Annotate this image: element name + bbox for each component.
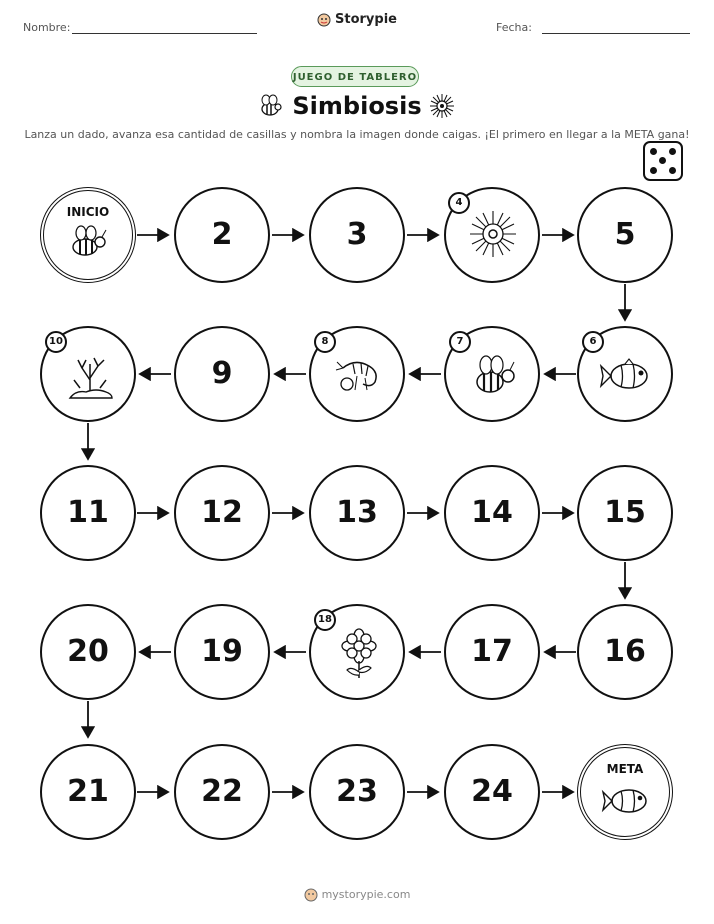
cell-number: 13 <box>336 495 378 530</box>
cell-15[interactable] <box>577 465 673 561</box>
cell-5[interactable] <box>577 187 673 283</box>
cell-number-tag: 18 <box>314 609 336 631</box>
flower-icon <box>339 628 379 680</box>
name-label: Nombre: <box>23 21 71 34</box>
cell-number-tag: 8 <box>314 331 336 353</box>
cell-number: 24 <box>471 774 513 809</box>
cell-number-tag: 10 <box>45 331 67 353</box>
cell-number: 22 <box>201 774 243 809</box>
cell-number: 15 <box>604 495 646 530</box>
cell-13[interactable] <box>309 465 405 561</box>
coral-icon <box>66 354 114 400</box>
cell-number-tag: 4 <box>448 192 470 214</box>
cell-17[interactable] <box>444 604 540 700</box>
cell-21[interactable] <box>40 744 136 840</box>
cell-12[interactable] <box>174 465 270 561</box>
cell-number: 19 <box>201 634 243 669</box>
cell-start[interactable] <box>40 187 136 283</box>
cell-number: 11 <box>67 495 109 530</box>
cell-finish[interactable] <box>577 744 673 840</box>
cell-2[interactable] <box>174 187 270 283</box>
cell-number: 9 <box>211 356 233 391</box>
cell-number: 20 <box>67 634 109 669</box>
bee-icon <box>67 225 109 259</box>
cell-number-tag: 7 <box>449 331 471 353</box>
cell-11[interactable] <box>40 465 136 561</box>
clownfish-icon <box>601 784 653 818</box>
cell-24[interactable] <box>444 744 540 840</box>
game-type-badge: JUEGO DE TABLERO <box>291 66 419 87</box>
cell-number: 2 <box>211 217 233 252</box>
sea-anemone-icon <box>468 209 518 259</box>
bee-icon <box>470 354 518 398</box>
cell-number: 3 <box>346 217 368 252</box>
instructions: Lanza un dado, avanza esa cantidad de casillas y nombra la imagen donde caigas. ¡El primero en llegar a la META gana! <box>24 128 690 141</box>
cell-number: 21 <box>67 774 109 809</box>
cell-22[interactable] <box>174 744 270 840</box>
cell-number: 23 <box>336 774 378 809</box>
cell-14[interactable] <box>444 465 540 561</box>
cell-number: 5 <box>614 217 636 252</box>
cell-16[interactable] <box>577 604 673 700</box>
date-label: Fecha: <box>496 21 532 34</box>
footer <box>0 888 714 902</box>
cell-number-tag: 6 <box>582 331 604 353</box>
cell-number: 16 <box>604 634 646 669</box>
cell-number: 14 <box>471 495 513 530</box>
finish-label: META <box>606 762 644 776</box>
storypie-logo-icon <box>304 888 318 902</box>
page-title: Simbiosis <box>292 92 422 120</box>
cell-number: 17 <box>471 634 513 669</box>
footer-url[interactable]: mystorypie.com <box>321 888 411 901</box>
cell-20[interactable] <box>40 604 136 700</box>
clownfish-icon <box>599 358 655 394</box>
start-label: INICIO <box>66 205 110 219</box>
cell-19[interactable] <box>174 604 270 700</box>
shrimp-icon <box>335 356 383 394</box>
cell-3[interactable] <box>309 187 405 283</box>
cell-23[interactable] <box>309 744 405 840</box>
cell-number: 12 <box>201 495 243 530</box>
brand-name: Storypie <box>335 12 397 27</box>
cell-9[interactable] <box>174 326 270 422</box>
